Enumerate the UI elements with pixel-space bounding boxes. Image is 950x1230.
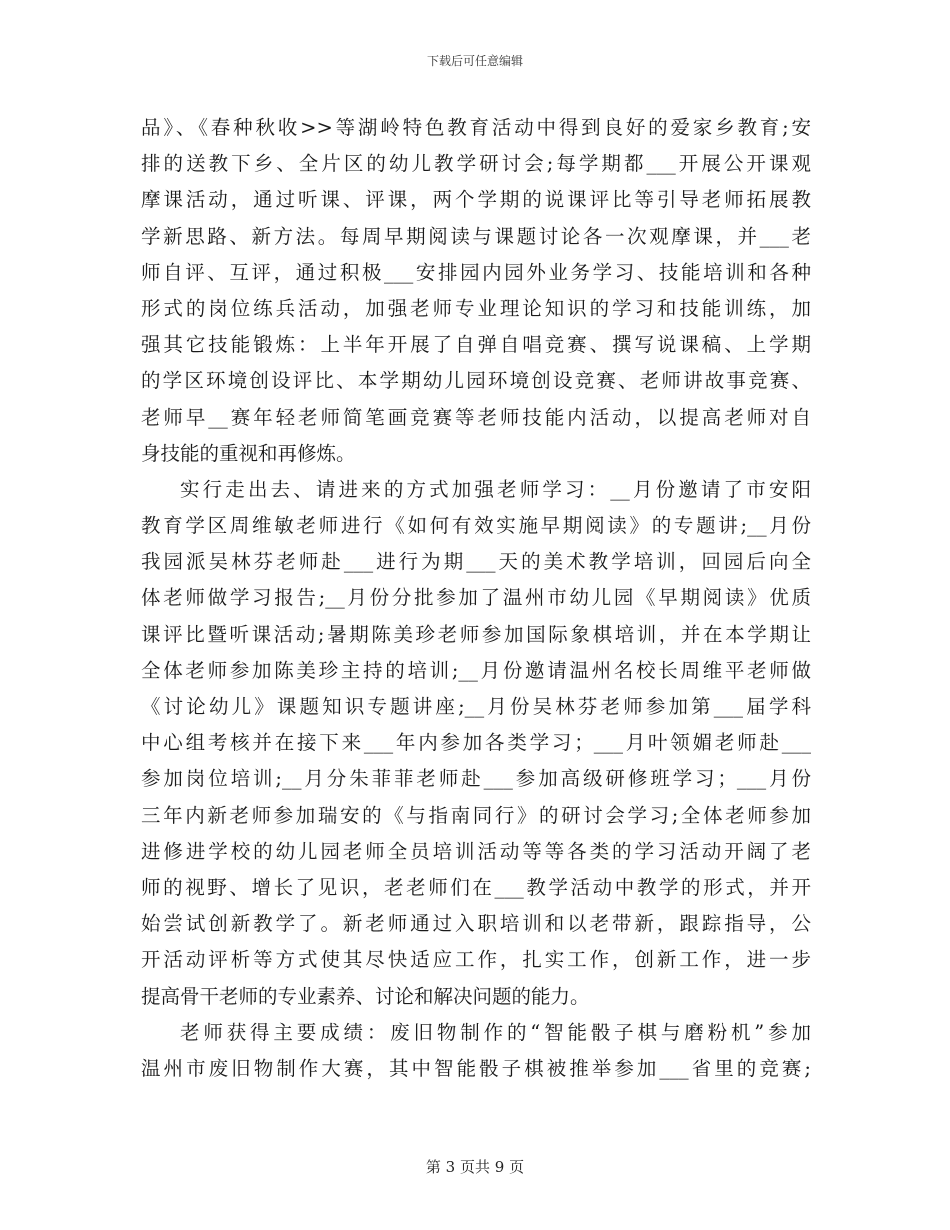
text-line: 开活动评析等方式使其尽快适应工作，扎实工作，创新工作，进一步 <box>141 948 811 972</box>
text-line: 身技能的重视和再修炼。 <box>141 441 356 465</box>
text-line: 摩课活动，通过听课、评课，两个学期的说课评比等引导老师拓展教 <box>141 188 811 212</box>
text-line: 形式的岗位练兵活动，加强老师专业理论知识的学习和技能训练，加 <box>141 296 811 320</box>
text-line: 体老师做学习报告;__月份分批参加了温州市幼儿园《早期阅读》优质 <box>141 586 811 610</box>
text-line: 老师获得主要成绩：废旧物制作的“智能骰子棋与磨粉机”参加 <box>180 1020 811 1044</box>
page-header: 下载后可任意编辑 <box>426 54 523 68</box>
text-line: 老师早__赛年轻老师简笔画竞赛等老师技能内活动，以提高老师对自 <box>141 405 811 429</box>
document-body <box>141 110 811 1087</box>
text-line: 的学区环境创设评比、本学期幼儿园环境创设竞赛、老师讲故事竞赛、 <box>141 369 811 393</box>
text-line: 师自评、互评，通过积极___安排园内园外业务学习、技能培训和各种 <box>141 260 811 284</box>
text-line: 排的送教下乡、全片区的幼儿教学研讨会;每学期都___开展公开课观 <box>141 152 811 176</box>
text-line: 师的视野、增长了见识，老老师们在___教学活动中教学的形式，并开 <box>141 875 811 899</box>
page-footer: 第 3 页共 9 页 <box>425 1158 525 1176</box>
text-line: 教育学区周维敏老师进行《如何有效实施早期阅读》的专题讲;__月份 <box>141 514 811 538</box>
text-line: 中心组考核并在接下来___年内参加各类学习；___月叶领媚老师赴___ <box>141 731 811 755</box>
text-line: 强其它技能锻炼：上半年开展了自弹自唱竞赛、撰写说课稿、上学期 <box>141 333 811 357</box>
text-line: 我园派吴林芬老师赴___进行为期___天的美术教学培训，回园后向全 <box>141 550 811 574</box>
text-line: 提高骨干老师的专业素养、讨论和解决问题的能力。 <box>141 984 590 1008</box>
text-line: 学新思路、新方法。每周早期阅读与课题讨论各一次观摩课，并___老 <box>141 224 811 248</box>
text-line: 课评比暨听课活动;暑期陈美珍老师参加国际象棋培训，并在本学期让 <box>141 622 811 646</box>
text-line: 进修进学校的幼儿园老师全员培训活动等等各类的学习活动开阔了老 <box>141 839 811 863</box>
text-line: 参加岗位培训;__月分朱菲菲老师赴___参加高级研修班学习；___月份 <box>141 767 811 791</box>
text-line: 实行走出去、请进来的方式加强老师学习：__月份邀请了市安阳 <box>180 477 811 501</box>
text-line: 《讨论幼儿》课题知识专题讲座;__月份吴林芬老师参加第___届学科 <box>141 695 811 718</box>
text-line: 三年内新老师参加瑞安的《与指南同行》的研讨会学习;全体老师参加 <box>141 803 811 827</box>
text-line: 全体老师参加陈美珍主持的培训;__月份邀请温州名校长周维平老师做 <box>141 658 811 682</box>
text-line: 品》、《春种秋收>>等湖岭特色教育活动中得到良好的爱家乡教育;安 <box>141 116 811 139</box>
text-line: 始尝试创新教学了。新老师通过入职培训和以老带新，跟踪指导，公 <box>141 912 811 936</box>
text-line: 温州市废旧物制作大赛，其中智能骰子棋被推举参加___省里的竞赛; <box>141 1056 811 1080</box>
